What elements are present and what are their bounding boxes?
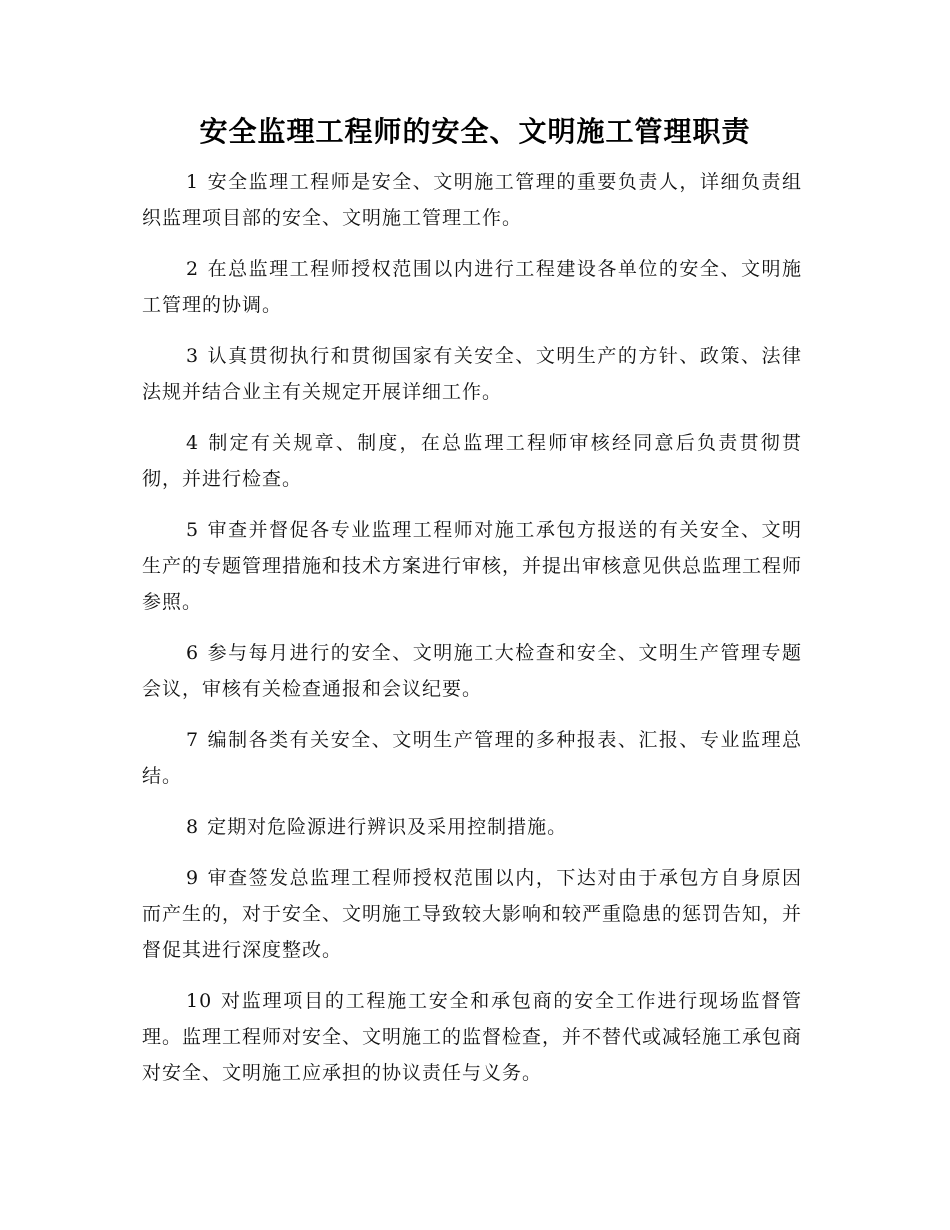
paragraph-number: 1 xyxy=(186,171,200,193)
paragraph-number: 4 xyxy=(186,432,200,454)
page-title: 安全监理工程师的安全、文明施工管理职责 xyxy=(199,115,751,148)
paragraph-10 xyxy=(142,983,802,1091)
paragraph-number: 3 xyxy=(186,345,200,367)
paragraph-1 xyxy=(142,164,802,236)
paragraph-2 xyxy=(142,251,802,323)
paragraph-8 xyxy=(142,809,802,845)
paragraph-text: 审查签发总监理工程师授权范围以内，下达对由于承包方自身原因而产生的，对于安全、文明施工导致较大影响和较严重隐患的惩罚告知，并督促其进行深度整改。 xyxy=(142,867,803,961)
paragraph-text: 制定有关规章、制度，在总监理工程师审核经同意后负责贯彻贯彻，并进行检查。 xyxy=(142,432,802,490)
paragraph-text: 认真贯彻执行和贯彻国家有关安全、文明生产的方针、政策、法律法规并结合业主有关规定开展详细工作。 xyxy=(142,345,802,403)
paragraph-number: 10 xyxy=(186,990,213,1012)
paragraph-7 xyxy=(142,722,802,794)
paragraph-number: 2 xyxy=(186,258,200,280)
paragraph-text: 定期对危险源进行辨识及采用控制措施。 xyxy=(207,816,568,838)
document-body xyxy=(142,164,802,1106)
paragraph-text: 参与每月进行的安全、文明施工大检查和安全、文明生产管理专题会议，审核有关检查通报和会议纪要。 xyxy=(142,642,802,700)
paragraph-3 xyxy=(142,338,802,410)
paragraph-5 xyxy=(142,512,802,620)
paragraph-number: 5 xyxy=(186,519,200,541)
paragraph-text: 审查并督促各专业监理工程师对施工承包方报送的有关安全、文明生产的专题管理措施和技术方案进行审核，并提出审核意见供总监理工程师参照。 xyxy=(142,519,803,613)
paragraph-4 xyxy=(142,425,802,497)
paragraph-number: 8 xyxy=(186,816,200,838)
paragraph-text: 编制各类有关安全、文明生产管理的多种报表、汇报、专业监理总结。 xyxy=(142,729,802,787)
paragraph-text: 对监理项目的工程施工安全和承包商的安全工作进行现场监督管理。监理工程师对安全、文明施工的监督检查，并不替代或减轻施工承包商对安全、文明施工应承担的协议责任与义务。 xyxy=(142,990,803,1084)
paragraph-text: 在总监理工程师授权范围以内进行工程建设各单位的安全、文明施工管理的协调。 xyxy=(142,258,802,316)
paragraph-number: 6 xyxy=(186,642,200,664)
paragraph-text: 安全监理工程师是安全、文明施工管理的重要负责人，详细负责组织监理项目部的安全、文明施工管理工作。 xyxy=(142,171,802,229)
paragraph-number: 9 xyxy=(186,867,200,889)
paragraph-6 xyxy=(142,635,802,707)
paragraph-9 xyxy=(142,860,802,968)
paragraph-number: 7 xyxy=(186,729,200,751)
